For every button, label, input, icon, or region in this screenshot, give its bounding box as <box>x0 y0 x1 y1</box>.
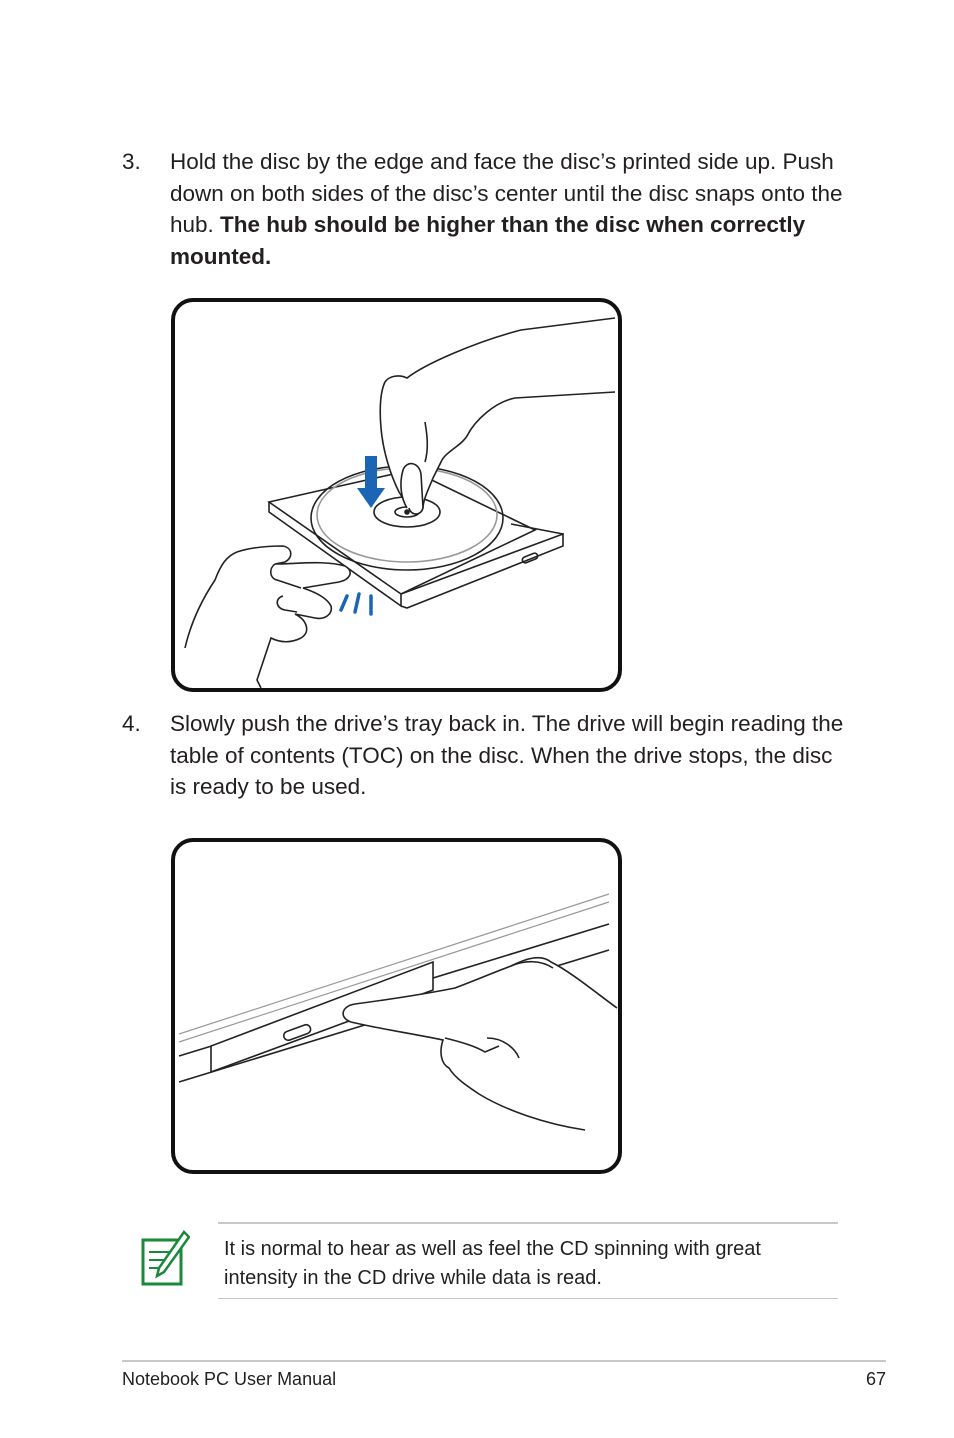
note-text: It is normal to hear as well as feel the CD spinning with great intensity in the CD drive while data is read. <box>224 1238 761 1289</box>
illustration-push-tray <box>171 838 622 1174</box>
left-hand <box>185 546 350 688</box>
step-4 <box>122 708 852 803</box>
note-bottom-divider <box>218 1298 838 1299</box>
step-3 <box>122 146 852 272</box>
step-text: Slowly push the drive’s tray back in. The drive will begin reading the table of contents (TOC) on the disc. When the drive stops, the disc is ready to be used. <box>170 711 844 799</box>
step-number: 3. <box>122 149 141 174</box>
footer-divider <box>122 1360 886 1362</box>
page-number: 67 <box>865 1369 886 1389</box>
step-bold-text: The hub should be higher than the disc when correctly mounted. <box>170 212 806 269</box>
motion-lines-icon <box>341 594 371 614</box>
footer-title: Notebook PC User Manual <box>122 1369 337 1389</box>
illustration-mount-disc <box>171 298 622 692</box>
note-pencil-icon <box>140 1230 190 1288</box>
push-tray-drawing <box>175 842 618 1170</box>
note-top-divider <box>218 1222 838 1224</box>
step-text: Hold the disc by the edge and face the disc’s printed side up. Push down on both sides of the disc’s center until the disc snaps onto the hub. The hub should be higher than the disc when correctly mounted. <box>170 149 843 269</box>
mount-disc-drawing <box>175 302 618 688</box>
step-number: 4. <box>122 711 141 736</box>
top-hand <box>380 318 615 514</box>
